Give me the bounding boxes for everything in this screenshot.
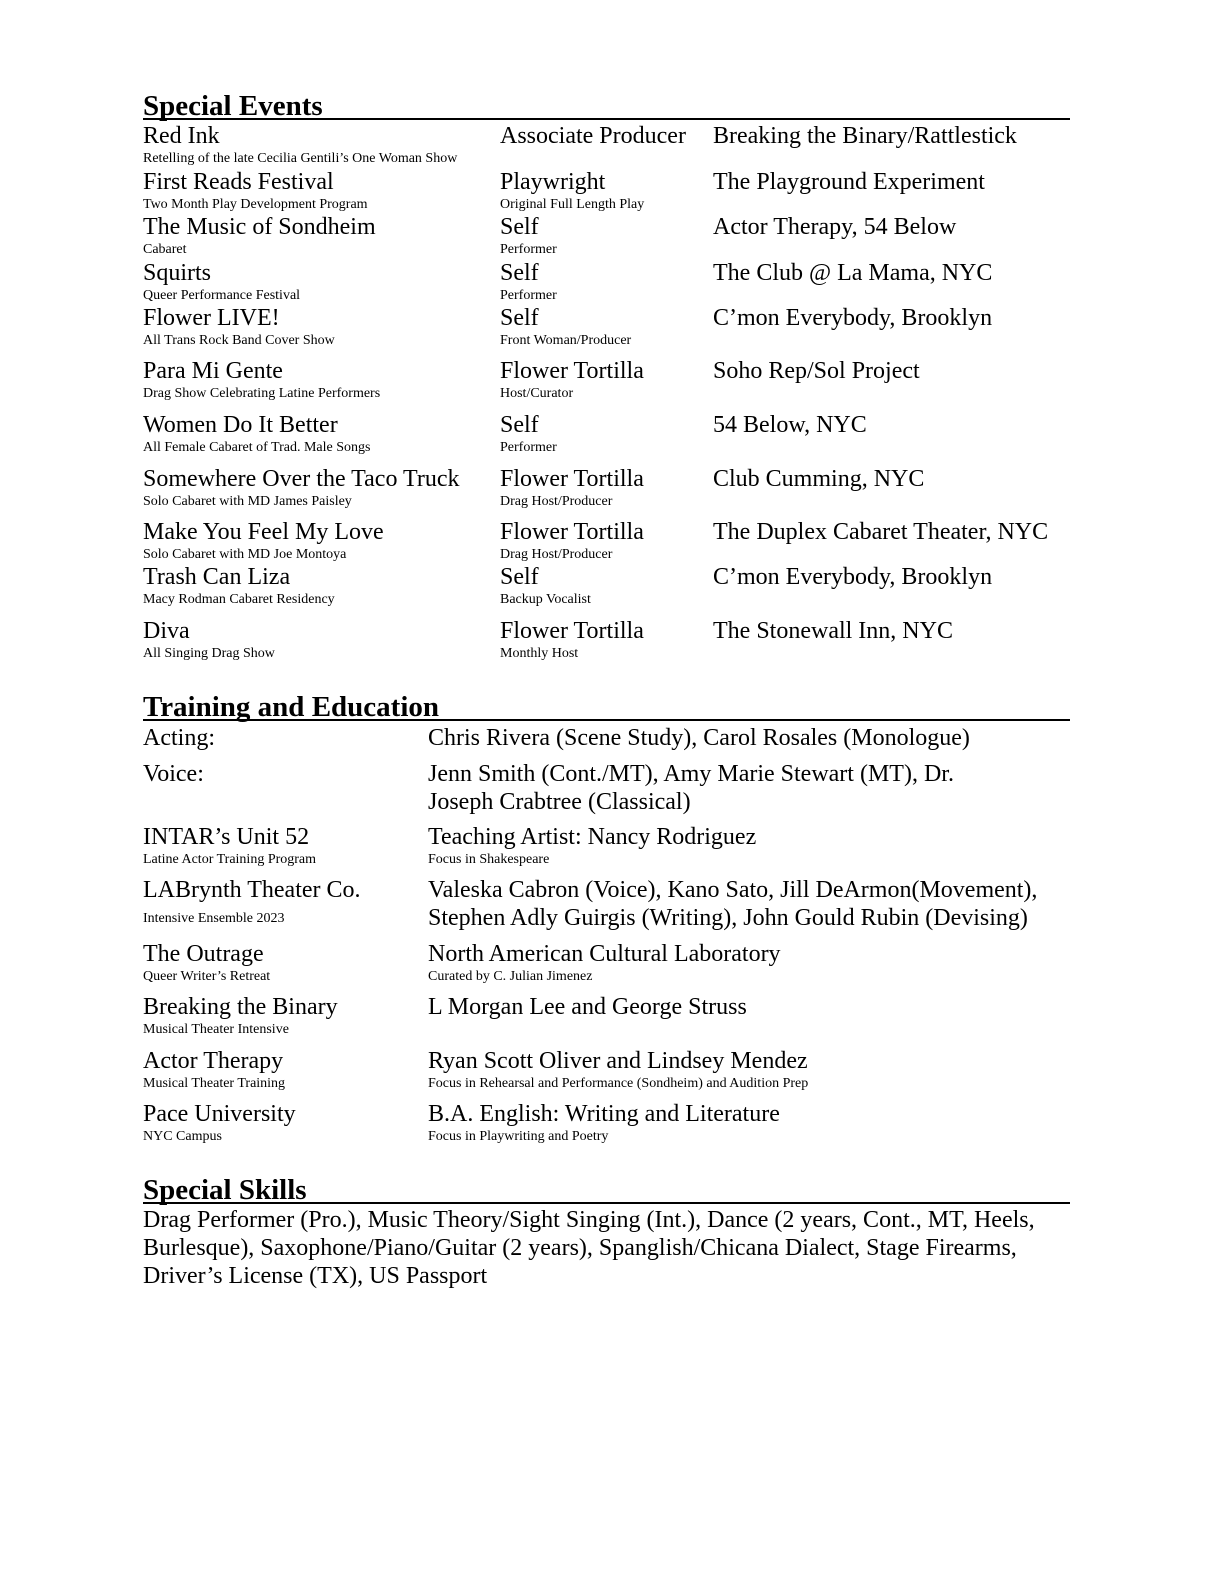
event-subtitle: Drag Show Celebrating Latine Performers: [143, 386, 381, 401]
training-detail: B.A. English: Writing and Literature: [428, 1101, 780, 1127]
training-detail: Valeska Cabron (Voice), Kano Sato, Jill DeArmon(Movement), Stephen Adly Guirgis (Writing), John Gould Rubin (Devising): [428, 877, 1038, 931]
event-role-cell: [500, 122, 686, 150]
event-venue-cell: [713, 563, 992, 591]
training-title-cell: [143, 1100, 296, 1146]
training-title-cell: [143, 823, 316, 869]
event-role-note: Performer: [500, 288, 557, 303]
special-skills-heading: Special Skills: [143, 1174, 1070, 1204]
event-role-note: Performer: [500, 440, 557, 455]
training-note: Focus in Rehearsal and Performance (Sondheim) and Audition Prep: [428, 1076, 809, 1091]
training-title-cell: [143, 1047, 285, 1093]
event-venue-cell: [713, 259, 992, 287]
event-title-cell: [143, 518, 384, 564]
event-title-cell: [143, 411, 370, 457]
event-role-cell: [500, 617, 644, 663]
training-note: Focus in Shakespeare: [428, 852, 550, 867]
training-subtitle: Musical Theater Training: [143, 1076, 286, 1091]
event-subtitle: Queer Performance Festival: [143, 288, 301, 303]
training-note: Curated by C. Julian Jimenez: [428, 969, 593, 984]
event-role-note: Host/Curator: [500, 386, 574, 401]
event-role-note: Monthly Host: [500, 646, 579, 661]
event-title: Trash Can Liza: [143, 564, 291, 590]
event-title: Red Ink: [143, 123, 220, 149]
event-venue: C’mon Everybody, Brooklyn: [713, 305, 993, 331]
training-detail-cell: [428, 876, 1088, 932]
event-title: Diva: [143, 618, 190, 644]
training-title-cell: [143, 760, 204, 788]
event-venue: The Playground Experiment: [713, 169, 985, 195]
training-subtitle: Queer Writer’s Retreat: [143, 969, 271, 984]
event-venue: Actor Therapy, 54 Below: [713, 214, 957, 240]
event-title: The Music of Sondheim: [143, 214, 376, 240]
event-venue-cell: [713, 465, 924, 493]
event-title: Squirts: [143, 260, 212, 286]
event-subtitle: All Singing Drag Show: [143, 646, 275, 661]
event-role-cell: [500, 357, 644, 403]
training-title: LABrynth Theater Co.: [143, 877, 361, 903]
event-title: Somewhere Over the Taco Truck: [143, 466, 460, 492]
event-venue-cell: [713, 304, 992, 332]
special-skills-text: Drag Performer (Pro.), Music Theory/Sight Singing (Int.), Dance (2 years, Cont., MT, Heels, Burlesque), Saxophone/Piano/Guitar (2 years), Spanglish/Chicana Dialect, Stage Firearms, Driver’s License (TX), US Passport: [143, 1207, 1035, 1289]
event-role-cell: [500, 518, 644, 564]
event-role-note: Backup Vocalist: [500, 592, 591, 607]
event-role-cell: [500, 304, 631, 350]
event-title-cell: [143, 465, 459, 511]
event-title-cell: [143, 168, 368, 214]
event-venue-cell: [713, 617, 953, 645]
event-title-cell: [143, 617, 275, 663]
event-role-cell: [500, 213, 557, 259]
training-detail: Chris Rivera (Scene Study), Carol Rosales (Monologue): [428, 725, 970, 751]
event-venue-cell: [713, 122, 1017, 150]
training-note: Focus in Playwriting and Poetry: [428, 1129, 609, 1144]
event-title: Women Do It Better: [143, 412, 338, 438]
training-title-cell: [143, 724, 215, 752]
event-role: Self: [500, 214, 539, 240]
event-venue-cell: [713, 168, 985, 196]
event-venue: The Club @ La Mama, NYC: [713, 260, 993, 286]
event-venue-cell: [713, 411, 867, 439]
training-detail-cell: [428, 993, 747, 1021]
event-venue: Soho Rep/Sol Project: [713, 358, 920, 384]
training-title: Breaking the Binary: [143, 994, 338, 1020]
training-title-cell: [143, 993, 338, 1039]
event-role: Flower Tortilla: [500, 358, 644, 384]
event-venue: 54 Below, NYC: [713, 412, 867, 438]
event-title-cell: [143, 304, 335, 350]
event-role: Self: [500, 412, 539, 438]
training-detail: North American Cultural Laboratory: [428, 941, 781, 967]
event-role: Flower Tortilla: [500, 519, 644, 545]
training-title: Acting:: [143, 725, 215, 751]
event-role: Playwright: [500, 169, 606, 195]
event-venue: The Duplex Cabaret Theater, NYC: [713, 519, 1049, 545]
event-subtitle: All Female Cabaret of Trad. Male Songs: [143, 440, 371, 455]
training-detail-cell: [428, 724, 970, 752]
event-venue-cell: [713, 213, 956, 241]
training-detail-cell: [428, 760, 988, 816]
event-subtitle: Retelling of the late Cecilia Gentili’s One Woman Show: [143, 151, 458, 166]
training-title: Voice:: [143, 761, 204, 787]
event-title-cell: [143, 213, 376, 259]
event-subtitle: Solo Cabaret with MD James Paisley: [143, 494, 352, 509]
event-role: Flower Tortilla: [500, 466, 644, 492]
training-title: Pace University: [143, 1101, 296, 1127]
training-detail-cell: [428, 1100, 780, 1146]
event-role-note: Drag Host/Producer: [500, 547, 613, 562]
training-title-cell: [143, 876, 361, 928]
training-subtitle: Latine Actor Training Program: [143, 852, 317, 867]
event-role-cell: [500, 259, 557, 305]
event-role-note: Drag Host/Producer: [500, 494, 613, 509]
event-venue-cell: [713, 357, 920, 385]
event-role-note: Performer: [500, 242, 557, 257]
event-venue: The Stonewall Inn, NYC: [713, 618, 953, 644]
event-role: Flower Tortilla: [500, 618, 644, 644]
event-venue: Breaking the Binary/Rattlestick: [713, 123, 1017, 149]
event-role-cell: [500, 563, 591, 609]
event-role: Self: [500, 305, 539, 331]
training-subtitle: NYC Campus: [143, 1129, 222, 1144]
event-role: Associate Producer: [500, 123, 686, 149]
event-role: Self: [500, 564, 539, 590]
training-title-cell: [143, 940, 270, 986]
event-title-cell: [143, 122, 457, 168]
event-title: Para Mi Gente: [143, 358, 283, 384]
special-events-heading: Special Events: [143, 90, 1070, 120]
event-venue: Club Cumming, NYC: [713, 466, 925, 492]
training-detail: Teaching Artist: Nancy Rodriguez: [428, 824, 757, 850]
training-heading: Training and Education: [143, 691, 1070, 721]
training-subtitle: Intensive Ensemble 2023: [143, 911, 285, 926]
event-title-cell: [143, 357, 380, 403]
event-venue: C’mon Everybody, Brooklyn: [713, 564, 993, 590]
event-role-note: Original Full Length Play: [500, 197, 645, 212]
event-title: Make You Feel My Love: [143, 519, 384, 545]
training-detail-cell: [428, 940, 781, 986]
event-venue-cell: [713, 518, 1048, 546]
event-role-cell: [500, 411, 557, 457]
event-title: Flower LIVE!: [143, 305, 280, 331]
event-subtitle: Macy Rodman Cabaret Residency: [143, 592, 335, 607]
event-title-cell: [143, 563, 335, 609]
event-role-note: Front Woman/Producer: [500, 333, 632, 348]
training-detail: Jenn Smith (Cont./MT), Amy Marie Stewart (MT), Dr. Joseph Crabtree (Classical): [428, 761, 954, 815]
training-detail-cell: [428, 1047, 808, 1093]
event-subtitle: Two Month Play Development Program: [143, 197, 368, 212]
event-title-cell: [143, 259, 300, 305]
training-detail-cell: [428, 823, 756, 869]
training-title: The Outrage: [143, 941, 264, 967]
training-detail: L Morgan Lee and George Struss: [428, 994, 747, 1020]
event-title: First Reads Festival: [143, 169, 334, 195]
event-subtitle: Solo Cabaret with MD Joe Montoya: [143, 547, 347, 562]
event-role: Self: [500, 260, 539, 286]
event-subtitle: Cabaret: [143, 242, 187, 257]
event-role-cell: [500, 465, 644, 511]
training-title: INTAR’s Unit 52: [143, 824, 310, 850]
event-subtitle: All Trans Rock Band Cover Show: [143, 333, 335, 348]
event-role-cell: [500, 168, 644, 214]
training-subtitle: Musical Theater Intensive: [143, 1022, 289, 1037]
training-detail: Ryan Scott Oliver and Lindsey Mendez: [428, 1048, 808, 1074]
training-title: Actor Therapy: [143, 1048, 284, 1074]
